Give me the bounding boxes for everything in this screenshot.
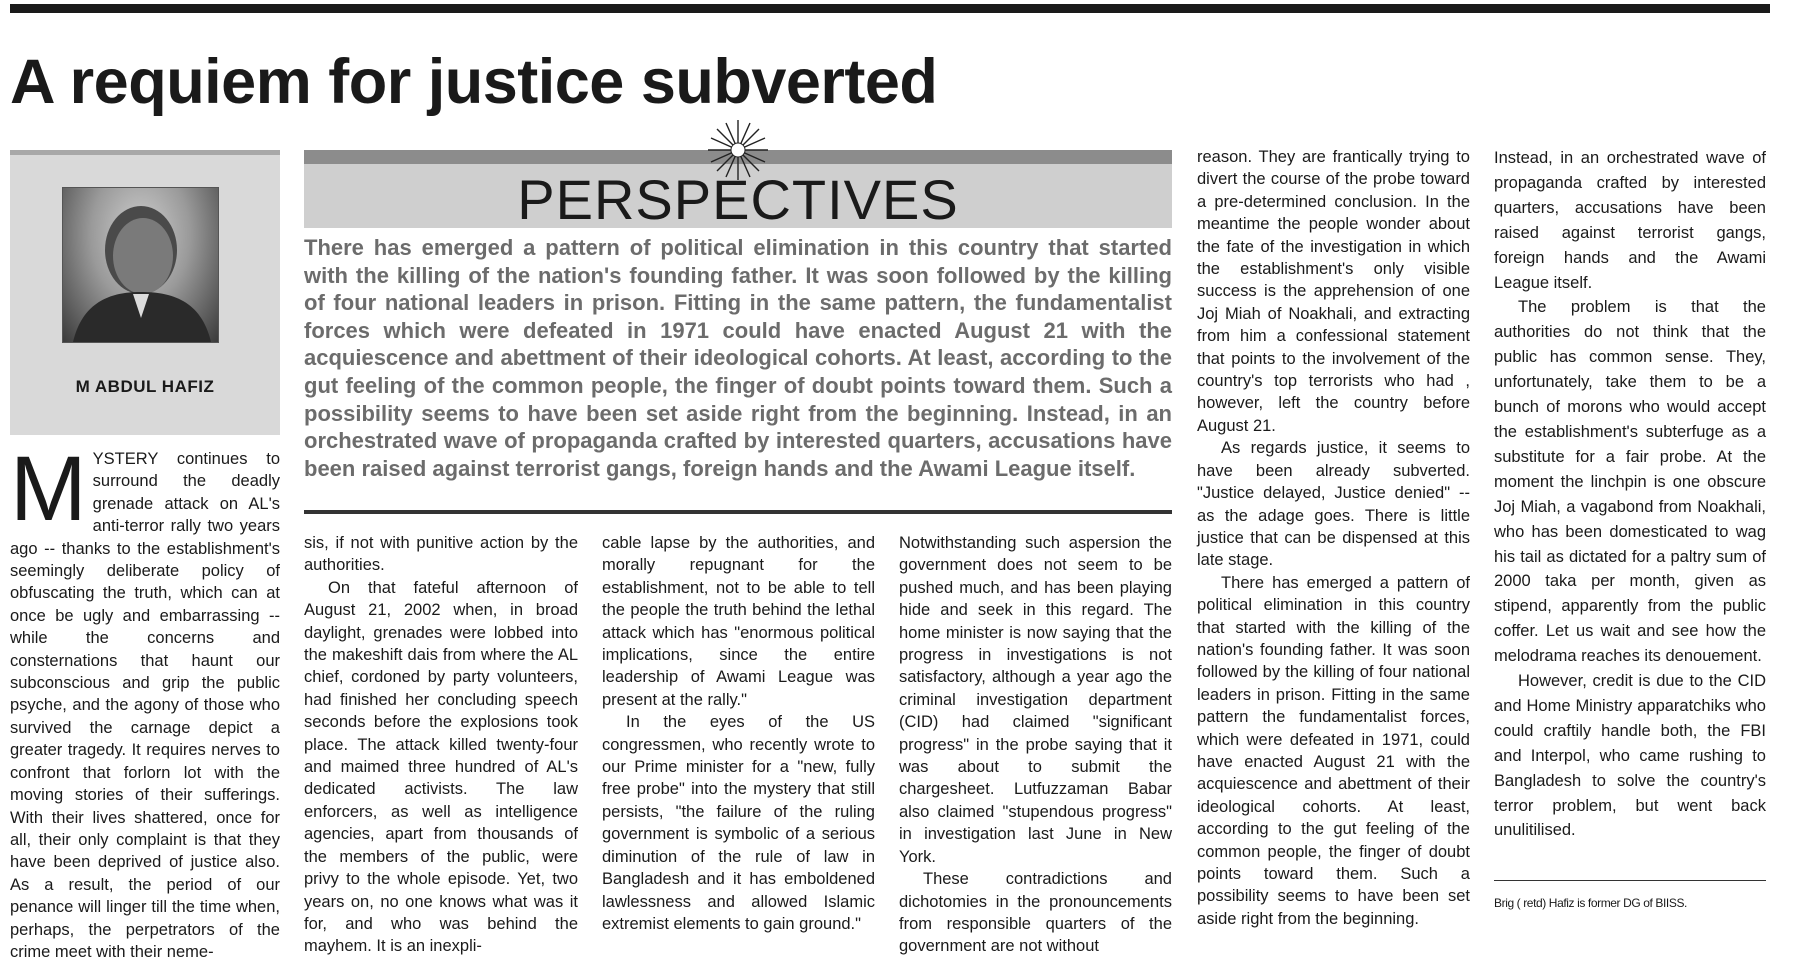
paragraph: cable lapse by the authorities, and morally repugnant for the establishment, not to be able to tell the people the truth behind the lethal attack which has "enormous political implications, since the entire leadership of Awami League was present at the rally.": [602, 534, 875, 709]
author-footnote: Brig ( retd) Hafiz is former DG of BIISS.: [1494, 896, 1687, 910]
paragraph: sis, if not with punitive action by the authorities.: [304, 534, 578, 575]
paragraph: Instead, in an orchestrated wave of propaganda crafted by interested quarters, accusations have been raised against terrorist gangs, foreign hands and the Awami League itself.: [1494, 149, 1766, 292]
author-box: [10, 150, 280, 435]
paragraph: On that fateful afternoon of August 21, 2002 when, in broad daylight, grenades were lobbed into the makeshift dais from where the AL chief, cordoned by party volunteers, had finished her concluding speech seconds before the explosions took place. The attack killed twenty-four and maimed three hundred of AL's dedicated activists. The law enforcers, as well as intelligence agencies, apart from thousands of the members of the public, were privy to the whole episode. Yet, two years on, no one knows what was it for, and who was behind the mayhem. It is an inexpli-: [304, 578, 578, 956]
lead-paragraph: There has emerged a pattern of political elimination in this country that started with the killing of the nation's founding father. It was soon followed by the killing of four national leaders in prison. Fitting in the same pattern, the fundamentalist forces which were defeated in 1971 could have enacted August 21 with the acquiescence and abettment of their ideological cohorts. At least, according to the gut feeling of the common people, the finger of doubt points toward them. Such a possibility seems to have been set aside right from the beginning. Instead, in an orchestrated wave of propaganda crafted by interested quarters, accusations have been raised against terrorist gangs, foreign hands and the Awami League itself.: [304, 235, 1172, 481]
paragraph: There has emerged a pattern of political elimination in this country that started with the killing of the nation's founding father. It was soon followed by the killing of four national leaders in prison. Fitting in the same pattern the fundamentalist forces, which were defeated in 1971, could have enacted August 21 with the acquiescence and abettment of their ideological cohorts. At least, according to the gut feeling of the common people, the finger of doubt points toward them. Such a possibility seems to have been set aside right from the beginning.: [1197, 573, 1470, 928]
paragraph: In the eyes of the US congressmen, who recently wrote to our Prime minister for a "new, fully free probe" into the mystery that still persists, "the failure of the ruling government is symbolic of a serious diminution of the rule of law in Bangladesh and it has emboldened lawlessness and allowed Islamic extremist elements to gain ground.": [602, 713, 875, 933]
column-1: [10, 438, 280, 963]
column-3: [602, 532, 875, 935]
footnote-rule: [1494, 880, 1766, 881]
lead-rule: [304, 510, 1172, 514]
paragraph: reason. They are frantically trying to divert the course of the probe toward a pre-determined conclusion. In the meantime the people wonder about the fate of the investigation in which the establishment's only visible success is the apprehension of one Joj Miah of Noakhali, and extracting from him a confessional statement that points to the involvement of the country's top terrorists who had , however, left the country before August 21.: [1197, 148, 1470, 435]
headline: A requiem for justice subverted: [10, 47, 938, 117]
column-5: [1197, 146, 1470, 930]
column-4: [899, 532, 1172, 958]
paragraph: Notwithstanding such aspersion the government does not seem to be pushed much, and has been playing hide and seek in this regard. The home minister is now saying that the progress in investigations is not satisfactory, although a year ago the criminal investigation department (CID) had claimed "significant progress" in the probe saying that it was about to submit the chargesheet. Lutfuzzaman Babar also claimed "stupendous progress" in investigation last June in New York.: [899, 534, 1172, 866]
drop-cap: M: [10, 438, 87, 540]
section-title: PERSPECTIVES: [517, 168, 959, 231]
paragraph: These contradictions and dichotomies in the pronouncements from responsible quarters of the government are not without: [899, 870, 1172, 956]
author-byline: M ABDUL HAFIZ: [75, 377, 215, 396]
paragraph: The problem is that the authorities do not think that the public has common sense. They, unfortunately, take them to be a bunch of morons who would accept the establishment's subterfuge as a substitute for a fair probe. At the moment the linchpin is one obscure Joj Miah, a vagabond from Noakhali, who has been domesticated to wag his tail as dictated for a paltry sum of 2000 taka per month, given as stipend, apparently from the public coffer. Let us wait and see how the melodrama reaches its denouement.: [1494, 298, 1766, 666]
paragraph: As regards justice, it seems to have been already subverted. "Justice delayed, Justice denied" -- as the adage goes. There is little justice that can be dispensed at this late stage.: [1197, 439, 1470, 570]
top-rule: [10, 4, 1770, 13]
paragraph: However, credit is due to the CID and Home Ministry apparatchiks who could craftily handle both, the FBI and Interpol, who came rushing to Bangladesh to solve the country's terror problem, but went back unulitilised.: [1494, 672, 1766, 840]
author-photo: [62, 187, 219, 343]
paragraph: continues to surround the deadly grenade attack on AL's anti-terror rally two years ago -- thanks to the establishment's seemingly deliberate policy of obfuscating the truth, which can at once be ugly and embarrassing -- while the concerns and consternations that haunt our subconscious and grip the public psyche, and the agony of those who survived the carnage depict a greater tragedy. It requires nerves to confront that forlorn lot with the moving stories of their sufferings. With their lives shattered, once for all, their only complaint is that they have been deprived of justice also. As a result, the period of our penance will linger till the time when, perhaps, the perpetrators of the crime meet with their neme-: [10, 450, 280, 961]
column-2: [304, 532, 578, 958]
first-word: YSTERY: [92, 450, 159, 468]
column-6: [1494, 146, 1766, 843]
section-banner: [304, 120, 1172, 232]
